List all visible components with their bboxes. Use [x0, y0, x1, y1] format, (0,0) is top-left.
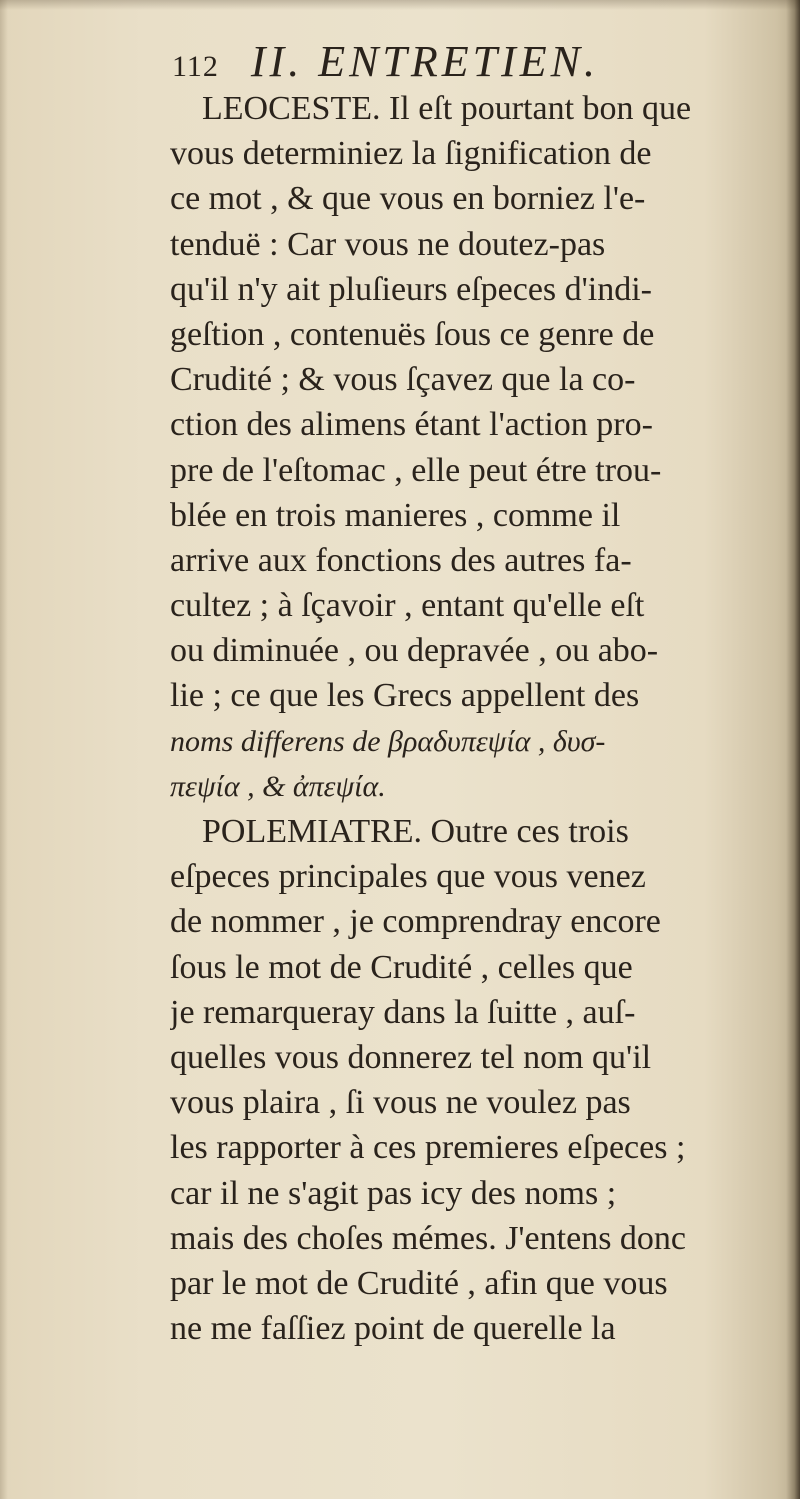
text-line: quelles vous donnerez tel nom qu'il: [170, 1038, 652, 1076]
text-line-greek: πεψία , & ἀπεψία.: [170, 769, 386, 803]
text-line: ce mot , & que vous en borniez l'e-: [170, 180, 646, 218]
text-line: ction des alimens étant l'action pro-: [170, 406, 653, 444]
text-line: cultez ; à ſçavoir , entant qu'elle eſt: [170, 587, 645, 625]
text-line: par le mot de Crudité , afin que vous: [170, 1264, 668, 1302]
text-line: mais des choſes mémes. J'entens donc: [170, 1219, 687, 1257]
page-header: [172, 36, 772, 92]
text-line: POLEMIATRE. Outre ces trois: [202, 813, 629, 850]
text-line: les rapporter à ces premieres eſpeces ;: [170, 1129, 686, 1167]
text-line: pre de l'eſtomac , elle peut étre trou-: [170, 451, 662, 489]
text-line: eſpeces principales que vous venez: [170, 858, 646, 896]
text-line: je remarqueray dans la ſuitte , auſ-: [170, 993, 636, 1031]
text-line: ne me faſſiez point de querelle la: [170, 1310, 616, 1348]
text-line: de nommer , je comprendray encore: [170, 903, 661, 941]
page-number: 112: [172, 50, 219, 83]
text-line: Crudité ; & vous ſçavez que la co-: [170, 361, 636, 399]
text-line-greek: noms differens de βραδυπεψία , δυσ-: [170, 724, 606, 758]
text-line: car il ne s'agit pas icy des noms ;: [170, 1174, 617, 1212]
text-line: tenduë : Car vous ne doutez-pas: [170, 225, 606, 263]
text-line: vous determiniez la ſignification de: [170, 135, 652, 173]
text-line: ou diminuée , ou depravée , ou abo-: [170, 632, 659, 670]
text-line: lie ; ce que les Grecs appellent des: [170, 677, 640, 715]
text-line: geſtion , contenuës ſous ce genre de: [170, 315, 655, 353]
page-left-shadow: [0, 0, 8, 1499]
text-line: arrive aux fonctions des autres fa-: [170, 541, 632, 579]
body-text: [170, 86, 790, 1446]
text-line: blée en trois manieres , comme il: [170, 496, 621, 534]
text-line: ſous le mot de Crudité , celles que: [170, 948, 633, 986]
page-top-shadow: [0, 0, 800, 10]
running-title: II. ENTRETIEN.: [250, 37, 599, 86]
text-line: LEOCESTE. Il eſt pourtant bon que: [202, 90, 692, 127]
text-line: qu'il n'y ait pluſieurs eſpeces d'indi-: [170, 270, 652, 308]
text-line: vous plaira , ſi vous ne voulez pas: [170, 1084, 631, 1122]
